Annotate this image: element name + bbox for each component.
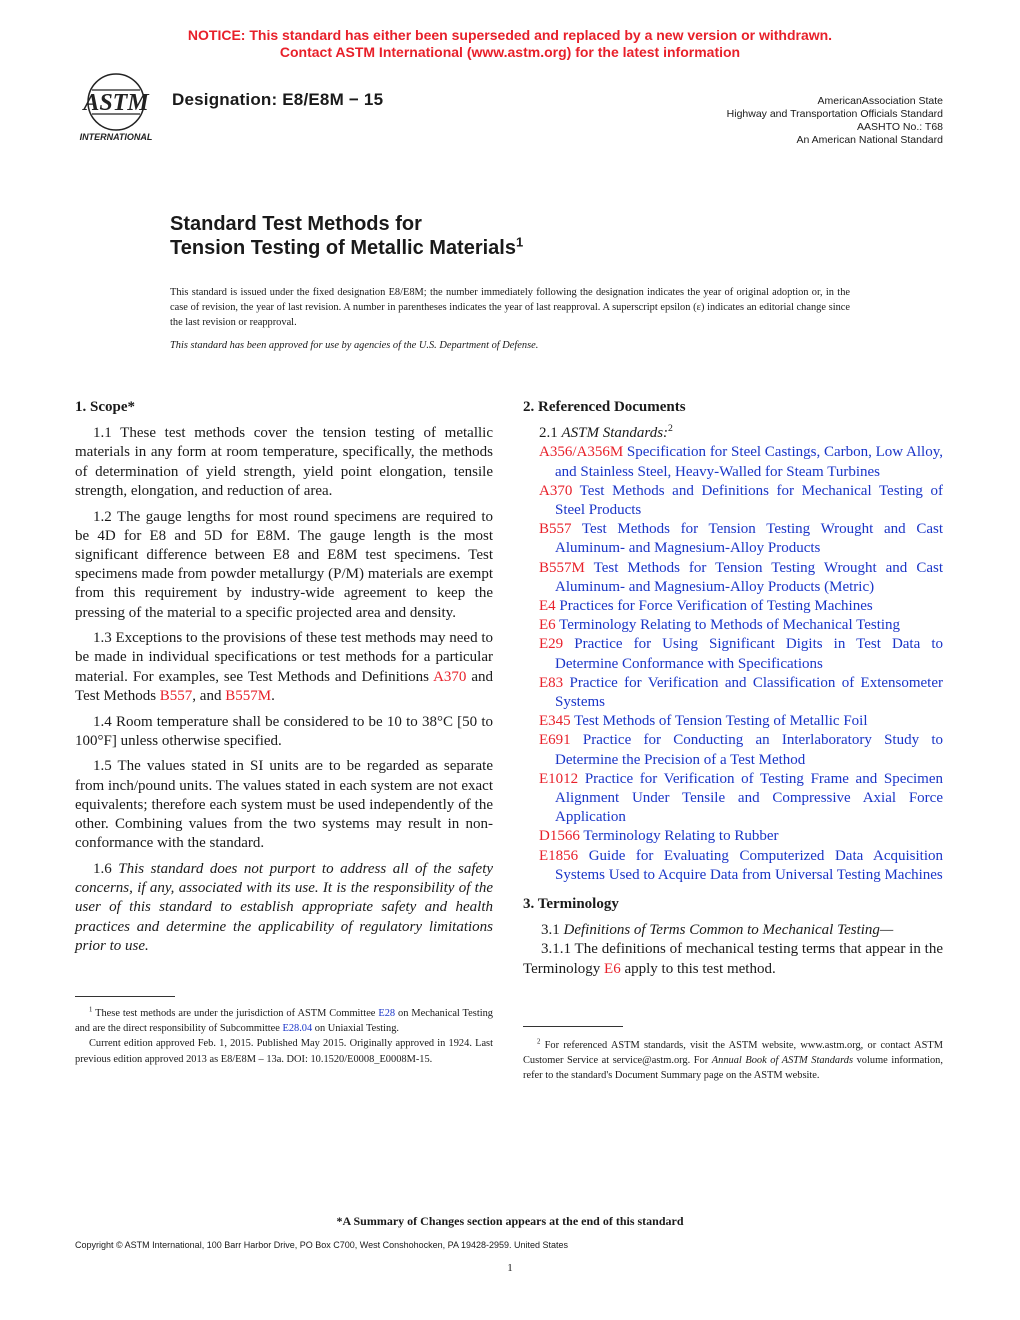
page-number: 1 [507,1262,513,1274]
footnote-rule [523,1026,623,1027]
list-item [523,712,943,731]
standard-title-link[interactable]: Test Methods of Tension Testing of Metallic Foil [570,713,868,730]
standard-title-link[interactable]: Test Methods for Tension Testing Wrought and Cast Aluminum- and Magnesium-Alloy Products [555,521,943,557]
title-line-2: Tension Testing of Metallic Materials$^1$ [170,234,524,259]
para-1-3: 1.3 Exceptions to the provisions of these test methods may need to be made in individual specifications or test methods for a particular material. For examples, see Test Methods and Definitions A370 and Test Methods B557, and B557M. [75,630,493,704]
org-line: Highway and Transportation Officials Standard [726,108,943,120]
section-heading-terminology: 3. Terminology [523,896,619,913]
list-item [523,847,943,885]
standard-title-link[interactable]: Practice for Verification and Classification of Extensometer Systems [555,674,943,711]
list-item [523,770,943,828]
para-1-1: 1.1 These test methods cover the tension testing of metallic materials in any form at room temperature, specifically, the methods of determination of yield strength, yield point elongation, tensile strength, elongation, and reduction of area. [75,425,493,499]
standard-title-link[interactable]: Specification for Steel Castings, Carbon, Low Alloy, and Stainless Steel, Heavy-Walled for Steam Turbines [555,444,943,480]
standard-title-link[interactable]: Test Methods for Tension Testing Wrought and Cast Aluminum- and Magnesium-Alloy Products (Metric) [555,559,943,595]
footnote-link-e28-04[interactable]: E28.04 [282,1023,313,1035]
list-item [523,674,943,712]
standard-code-link[interactable]: E1012 [539,770,579,787]
org-line: AASHTO No.: T68 [857,121,943,133]
para-1-6: 1.6 This standard does not purport to address all of the safety concerns, if any, associated with its use. It is the responsibility of the user of this standard to establish appropriate safety and health practices and determine the applicability of regulatory limitations prior to use. [75,860,494,954]
list-item [523,559,943,597]
list-item [523,616,943,635]
standard-code-link[interactable]: E345 [539,713,571,730]
standard-code-link[interactable]: A370 [539,482,573,499]
ref-link-a370[interactable]: A370 [433,668,467,685]
standard-code-link[interactable]: E29 [539,636,564,653]
org-line: AmericanAssociation State [817,95,943,107]
standard-title-link[interactable]: Practices for Force Verification of Testing Machines [555,598,873,615]
section-heading-scope: 1. Scope* [75,399,135,415]
preamble: This standard is issued under the fixed designation E8/E8M; the number immediately following the designation indicates the year of original adoption or, in the case of revision, the year of last revision. A number in parentheses indicates the year of last reapproval. A superscript epsilon (ε) indicates an editorial change since the last revision or reapproval. [170,287,850,328]
summary-of-changes-note: *A Summary of Changes section appears at the end of this standard [336,1214,684,1228]
standard-code-link[interactable]: A356/A356M [539,444,624,461]
list-item [523,482,943,520]
title-footnote-marker: 1 [516,234,524,250]
standard-title-link[interactable]: Terminology Relating to Rubber [579,828,779,845]
para-3-1-1: 3.1.1 The definitions of mechanical testing terms that appear in the Terminology E6 apply to this test method. [523,941,943,977]
section-heading-referenced-documents: 2. Referenced Documents [523,399,686,415]
standard-title-link[interactable]: Practice for Conducting an Interlaboratory Study to Determine the Precision of a Test Method [555,732,943,768]
footnote-1: $^1$ These test methods are under the jurisdiction of ASTM Committee E28 on Mechanical Testing and are the direct responsibility of Subcommittee E28.04 on Uniaxial Testing. Current edition approved Feb. 1, 2015. Published May 2015. Originally approved in 1924. Last previous edition approved 2013 as E8/E8M – 13a. DOI: 10.1520/E0008_E0008M-15. [75,1006,493,1067]
ref-link-b557[interactable]: B557 [159,687,193,704]
astm-standards-label: 2.1 ASTM Standards:$^2$ [539,423,673,442]
standard-code-link[interactable]: B557M [539,559,585,576]
notice-line-1: NOTICE: This standard has either been superseded and replaced by a new version or withdrawn. [187,27,833,43]
notice-line-2: Contact ASTM International (www.astm.org) for the latest information [279,44,741,60]
title-line-1: Standard Test Methods for [170,213,422,235]
footnote-rule [75,996,175,997]
withdrawal-notice [0,27,1020,61]
org-line: An American National Standard [796,134,943,146]
footnote-link-e28[interactable]: E28 [378,1008,396,1019]
left-column [75,398,493,962]
standard-code-link[interactable]: E691 [539,732,571,749]
right-column [523,398,943,985]
list-item [523,597,943,616]
designation: Designation: E8/E8M − 15 [172,90,384,109]
aashto-block [727,95,943,147]
standard-code-link[interactable]: E6 [539,617,556,634]
document-title [170,212,523,260]
list-item [523,520,943,558]
para-1-4: 1.4 Room temperature shall be considered to be 10 to 38°C [50 to 100°F] unless otherwise specified. [75,713,493,749]
standard-title-link[interactable]: Terminology Relating to Methods of Mechanical Testing [555,617,901,634]
list-item [523,731,943,769]
list-item [523,827,943,846]
standard-code-link[interactable]: E1856 [539,847,579,864]
standard-title-link[interactable]: Test Methods and Definitions for Mechanical Testing of Steel Products [555,482,943,519]
para-1-2: 1.2 The gauge lengths for most round specimens are required to be 4D for E8 and 5D for E8M. The gauge length is the most significant difference between E8 and E8M test specimens. Test specimens made from powder metallurgy (P/M) materials are exempt from this requirement by industry-wide agreement to keep the pressing of the material to a specific projected area and density. [75,508,493,621]
astm-logo [70,72,162,144]
logo-mark: ASTM [83,90,149,116]
referenced-standards-list [523,443,943,885]
standard-code-link[interactable]: E4 [539,598,556,615]
ref-link-b557m[interactable]: B557M [225,687,272,704]
footnote-2: $^2$ For referenced ASTM standards, visit the ASTM website, www.astm.org, or contact ASTM Customer Service at service@astm.org. For Annual Book of ASTM Standards volume information, refer to the standard's Document Summary page on the ASTM website. [523,1038,943,1082]
para-1-5: 1.5 The values stated in SI units are to be regarded as separate from inch/pound units. The values stated in each system are not exact equivalents; therefore each system must be used independently of the other. Combining values from the two systems may result in non-conformance with the standard. [75,758,493,852]
list-item [523,443,943,481]
footnote-1-edition: Current edition approved Feb. 1, 2015. Published May 2015. Originally approved in 1924. Last previous edition approved 2013 as E8/E8M – 13a. DOI: 10.1520/E0008_E0008M-15. [75,1038,493,1065]
logo-subtext: INTERNATIONAL [79,132,153,142]
standard-code-link[interactable]: B557 [539,521,572,538]
standard-code-link[interactable]: E83 [539,674,564,691]
copyright: Copyright © ASTM International, 100 Barr Harbor Drive, PO Box C700, West Conshohocken, PA 19428-2959. United States [75,1240,569,1250]
para-3-1: 3.1 Definitions of Terms Common to Mechanical Testing— [541,922,894,939]
list-item [523,635,943,673]
standard-title-link[interactable]: Guide for Evaluating Computerized Data Acquisition Systems Used to Acquire Data from Universal Testing Machines [555,847,943,883]
astm-logo-icon [70,72,162,144]
standard-code-link[interactable]: D1566 [539,828,580,845]
ref-link-e6[interactable]: E6 [604,960,621,977]
standard-title-link[interactable]: Practice for Using Significant Digits in Test Data to Determine Conformance with Specifications [555,636,943,672]
standard-title-link[interactable]: Practice for Verification of Testing Frame and Specimen Alignment Under Tensile and Compressive Axial Force Application [555,770,943,826]
dod-approval: This standard has been approved for use by agencies of the U.S. Department of Defense. [170,340,539,351]
